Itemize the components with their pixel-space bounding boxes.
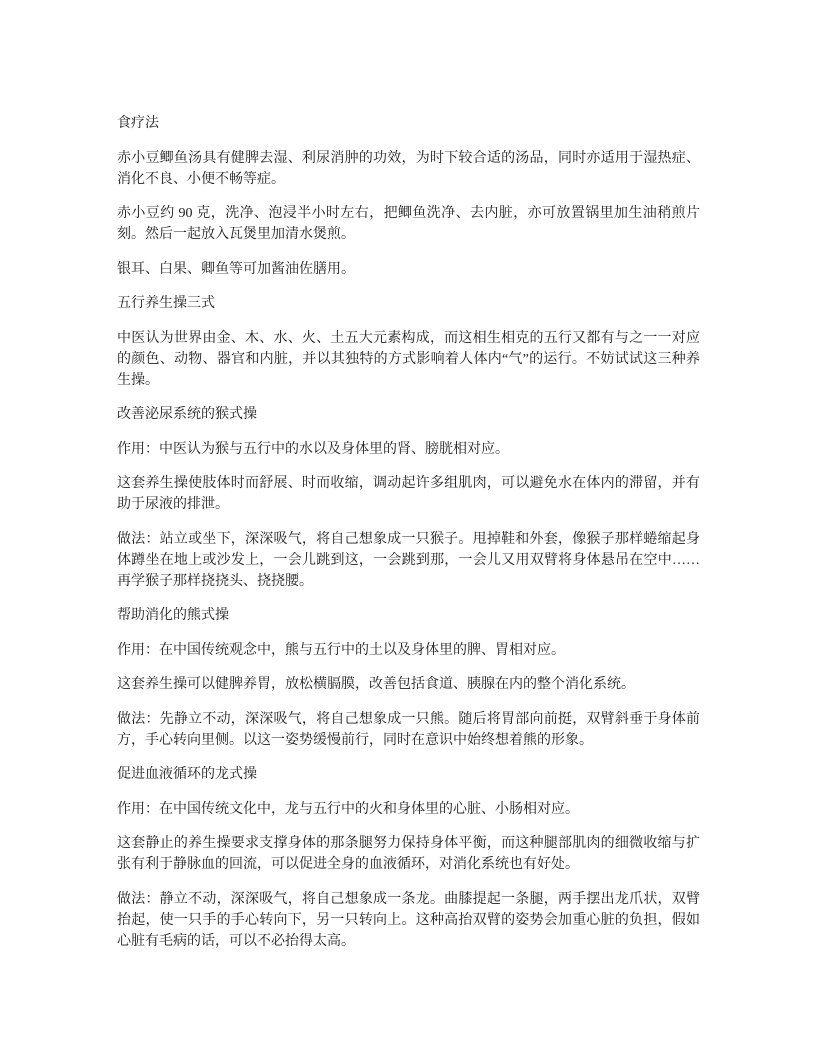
paragraph: 食疗法 <box>117 116 159 131</box>
paragraph: 作用：在中国传统观念中，熊与五行中的土以及身体里的脾、胃相对应。 <box>117 642 565 658</box>
paragraph: 赤小豆鲫鱼汤具有健脾去湿、利尿消肿的功效，为时下较合适的汤品，同时亦适用于湿热症、消化不良、小便不畅等症。 <box>117 150 700 187</box>
paragraph: 做法：先静立不动，深深吸气，将自己想象成一只熊。随后将胃部向前挺，双臂斜垂于身体前方，手心转向里侧。以这一姿势缓慢前行，同时在意识中始终想着熊的形象。 <box>117 711 700 748</box>
paragraph: 中医认为世界由金、木、水、火、土五大元素构成，而这相生相克的五行又都有与之一一对应的颜色、动物、器官和内脏，并以其独特的方式影响着人体内“气”的运行。不妨试试这三种养生操。 <box>117 330 700 388</box>
paragraph: 五行养生操三式 <box>117 296 215 311</box>
paragraph: 银耳、白果、卿鱼等可加酱油佐膳用。 <box>117 261 355 277</box>
paragraph: 这套静止的养生操要求支撑身体的那条腿努力保持身体平衡，而这种腿部肌肉的细微收缩与扩张有利于静脉血的回流，可以促进全身的血液循环，对消化系统也有好处。 <box>117 836 700 872</box>
document-content <box>117 113 700 952</box>
paragraph: 促进血液循环的龙式操 <box>117 767 257 782</box>
paragraph: 作用：在中国传统文化中，龙与五行中的火和身体里的心脏、小肠相对应。 <box>117 801 579 817</box>
paragraph: 赤小豆约 90 克，洗净、泡浸半小时左右，把鲫鱼洗净、去内脏，亦可放置锅里加生油稍煎片刻。然后一起放入瓦煲里加清水煲煎。 <box>117 206 700 242</box>
paragraph: 做法：静立不动，深深吸气，将自己想象成一条龙。曲膝提起一条腿，两手摆出龙爪状，双臂抬起，使一只手的手心转向下，另一只转向上。这种高抬双臂的姿势会加重心脏的负担，假如心脏有毛病的话，可以不必抬得太高。 <box>117 891 700 949</box>
paragraph: 这套养生操使肢体时而舒展、时而收缩，调动起许多组肌肉，可以避免水在体内的滞留，并有助于尿液的排泄。 <box>117 476 700 512</box>
paragraph: 帮助消化的熊式操 <box>117 608 229 623</box>
paragraph: 改善泌尿系统的猴式操 <box>117 407 257 422</box>
paragraph: 作用：中医认为猴与五行中的水以及身体里的肾、膀胱相对应。 <box>117 441 509 457</box>
paragraph: 做法：站立或坐下，深深吸气，将自己想象成一只猴子。甩掉鞋和外套，像猴子那样蜷缩起身体蹲坐在地上或沙发上，一会儿跳到这，一会跳到那，一会儿又用双臂将身体悬吊在空中……再学猴子那样挠挠头、挠挠腰。 <box>117 531 700 589</box>
paragraph: 这套养生操可以健脾养胃，放松横膈膜，改善包括食道、胰腺在内的整个消化系统。 <box>117 677 635 692</box>
